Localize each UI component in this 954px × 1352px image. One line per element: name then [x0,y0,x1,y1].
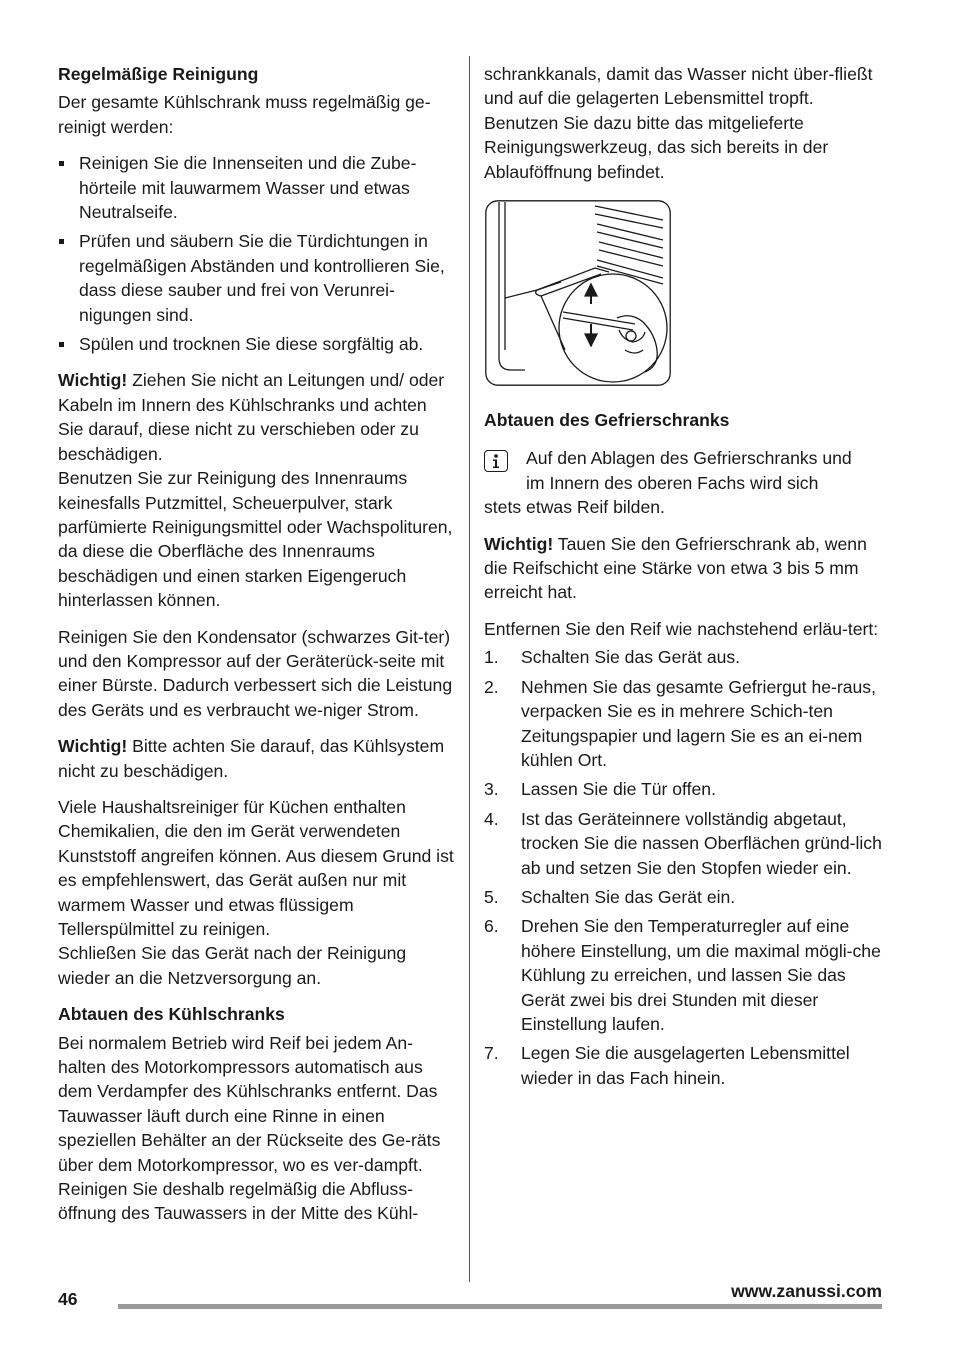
paragraph: Viele Haushaltsreiniger für Küchen enthalten Chemikalien, die den im Gerät verwendeten Kunststoff angreifen können. Aus diesem Grund ist es empfehlenswert, das Gerät außen nur mit warmem Wasser und etwas flüssigem Tellerspülmittel zu reinigen. [58,796,454,939]
paragraph: Schließen Sie das Gerät nach der Reinigung wieder an die Netzversorgung an. [58,943,407,988]
info-text-line: im Innern des oberen Fachs wird sich [526,472,819,493]
website-link[interactable]: www.zanussi.com [731,1281,882,1301]
warning-label: Wichtig! [58,370,128,391]
warning-paragraph [484,532,884,605]
list-item: 4. Ist das Geräteinnere vollständig abgetaut, trocken Sie die nassen Oberflächen gründ-lich ab und setzen Sie den Stopfen wieder ein. [484,808,882,878]
list-item: 3. Lassen Sie die Tür offen. [484,779,716,800]
page-number: 46 [58,1289,78,1309]
warning-paragraph [58,734,454,783]
list-item: 5. Schalten Sie das Gerät ein. [484,886,736,907]
list-item: 6. Drehen Sie den Temperaturregler auf eine höhere Einstellung, um die maximal mögli-che Kühlung zu erreichen, und lassen Sie das Gerät zwei bis drei Stunden mit dieser Einstellung laufen. [484,916,881,1034]
list-item: 7. Legen Sie die ausgelagerten Lebensmittel wieder in das Fach hinein. [484,1043,850,1088]
heading-defrost-freezer: Abtauen des Gefrierschranks [484,410,730,431]
paragraph: Reinigen Sie deshalb regelmäßig die Abfluss-öffnung des Tauwassers in der Mitte des Kühl- [58,1179,419,1224]
info-text-line: stets etwas Reif bilden. [484,497,665,518]
drain-cleaning-illustration [485,200,671,386]
heading-regular-cleaning: Regelmäßige Reinigung [58,64,259,84]
footer-rule [118,1304,882,1309]
numbered-list [484,645,884,1090]
info-note [484,446,884,519]
right-column [484,62,884,1095]
warning-text: Bitte achten Sie darauf, das Kühlsystem nicht zu beschädigen. [58,736,445,781]
list-item: 2. Nehmen Sie das gesamte Gefriergut he-raus, verpacken Sie es in mehrere Schich-ten Zeitungspapier und lagern Sie es an ei-nem kühlen Ort. [484,676,876,770]
bullet-list [58,151,454,356]
list-item: Reinigen Sie die Innenseiten und die Zube-hörteile mit lauwarmem Wasser und etwas Neutralseife. [58,151,454,224]
paragraph: Der gesamte Kühlschrank muss regelmäßig ge-reinigt werden: [58,92,431,137]
heading-defrost-fridge: Abtauen des Kühlschranks [58,1004,285,1025]
paragraph: Bei normalem Betrieb wird Reif bei jedem An-halten des Motorkompressors automatisch aus dem Verdampfer des Kühlschranks entfernt. Das Tauwasser läuft durch eine Rinne in einen speziellen Behälter an der Rückseite des Ge-räts über dem Motorkompressor, wo es ver-dampft. [58,1032,441,1175]
list-item: Spülen und trocknen Sie diese sorgfältig ab. [58,332,454,356]
warning-label: Wichtig! [484,533,554,554]
left-column [58,62,454,1238]
list-item: Prüfen und säubern Sie die Türdichtungen in regelmäßigen Abständen und kontrollieren Sie, dass diese sauber und frei von Verunrei-nigungen sind. [58,229,454,327]
warning-paragraph [58,368,454,466]
warning-text: Tauen Sie den Gefrierschrank ab, wenn die Reifschicht eine Stärke von etwa 3 bis 5 mm erreicht hat. [484,533,867,603]
paragraph: Entfernen Sie den Reif wie nachstehend erläu-tert: [484,618,879,639]
info-text-line: Auf den Ablagen des Gefrierschranks und [526,448,852,469]
paragraph: schrankkanals, damit das Wasser nicht über-fließt und auf die gelagerten Lebensmittel tropft. Benutzen Sie dazu bitte das mitgelieferte Reinigungswerkzeug, das sich bereits in der Ablauföffnung befindet. [484,64,873,182]
paragraph: Reinigen Sie den Kondensator (schwarzes Git-ter) und den Kompressor auf der Geräterück-seite mit einer Bürste. Dadurch verbessert sich die Leistung des Geräts und es verbraucht we-niger Strom. [58,626,453,720]
warning-text: Ziehen Sie nicht an Leitungen und/ oder Kabeln im Innern des Kühlschranks und achten Sie darauf, diese nicht zu verschieben oder zu beschädigen. [58,370,445,464]
info-icon [484,450,508,472]
list-item: 1. Schalten Sie das Gerät aus. [484,647,741,668]
paragraph: Benutzen Sie zur Reinigung des Innenraums keinesfalls Putzmittel, Scheuerpulver, stark parfümierte Reinigungsmittel oder Wachspolituren, da diese die Oberfläche des Innenraums beschädigen und einen starken Eigengeruch hinterlassen können. [58,468,453,611]
warning-label: Wichtig! [58,736,128,757]
column-divider [469,56,470,1282]
